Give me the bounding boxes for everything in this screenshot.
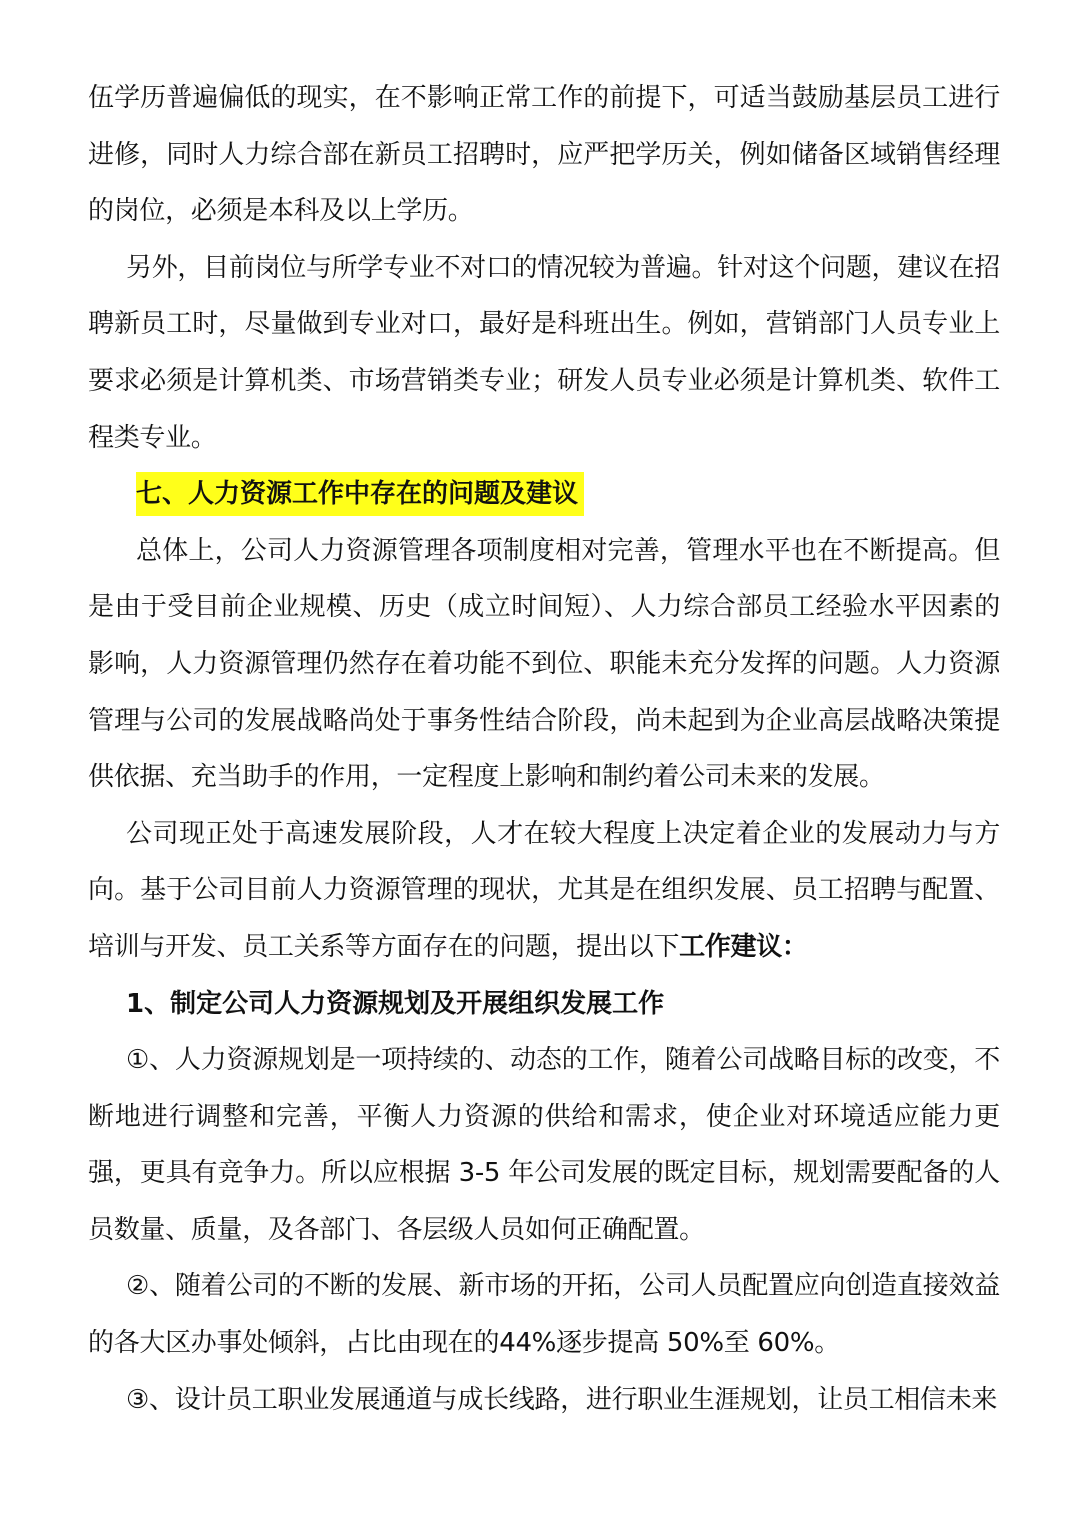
list-item-1-main: ①、人力资源规划是一项持续的、动态的工作，随着公司战略目标的改变，不断地进行调整和完善，平衡人力资源的供给和需求，使企业对环境适应能力更强，更具有竞争力。 xyxy=(88,1045,1000,1189)
work-suggestions-label: 工作建议： xyxy=(679,931,808,962)
sub-heading-hr-planning: 1、制定公司人力资源规划及开展组织发展工作 xyxy=(126,988,665,1019)
paragraph-work-suggestions xyxy=(88,806,1000,976)
section-heading-highlight: 七、人力资源工作中存在的问题及建议 xyxy=(136,472,584,516)
paragraph-overview: 总体上，公司人力资源管理各项制度相对完善，管理水平也在不断提高。但是由于受目前企业规模、历史（成立时间短）、人力综合部员工经验水平因素的影响，人力资源管理仍然存在着功能不到位、职能未充分发挥的问题。人力资源管理与公司的发展战略尚处于事务性结合阶段，尚未起到为企业高层战略决策提供依据、充当助手的作用，一定程度上影响和制约着公司未来的发展。 xyxy=(88,535,1000,793)
paragraph-work-suggestions-text: 公司现正处于高速发展阶段，人才在较大程度上决定着企业的发展动力与方向。基于公司目前人力资源管理的现状，尤其是在组织发展、员工招聘与配置、培训与开发、员工关系等方面存在的问题，提出以下 xyxy=(88,818,1000,962)
document-page xyxy=(88,70,1000,1428)
list-item-1 xyxy=(88,1032,1000,1258)
paragraph-major-mismatch: 另外，目前岗位与所学专业不对口的情况较为普遍。针对这个问题，建议在招聘新员工时，尽量做到专业对口，最好是科班出生。例如，营销部门人员专业上要求必须是计算机类、市场营销类专业；研发人员专业必须是计算机类、软件工程类专业。 xyxy=(88,252,1000,453)
list-item-1-tail: 所以应根据 3-5 年公司发展的既定目标，规划需要配备的人员数量、质量，及各部门、各层级人员如何正确配置。 xyxy=(88,1158,1000,1245)
section-heading xyxy=(88,466,1000,523)
paragraph-education: 伍学历普遍偏低的现实，在不影响正常工作的前提下，可适当鼓励基层员工进行进修，同时人力综合部在新员工招聘时，应严把学历关，例如储备区域销售经理的岗位，必须是本科及以上学历。 xyxy=(88,83,1000,227)
list-item-3: ③、设计员工职业发展通道与成长线路，进行职业生涯规划，让员工相信未来 xyxy=(126,1384,998,1415)
list-item-2: ②、随着公司的不断的发展、新市场的开拓，公司人员配置应向创造直接效益的各大区办事处倾斜，占比由现在的44%逐步提高 50%至 60%。 xyxy=(88,1271,1000,1359)
